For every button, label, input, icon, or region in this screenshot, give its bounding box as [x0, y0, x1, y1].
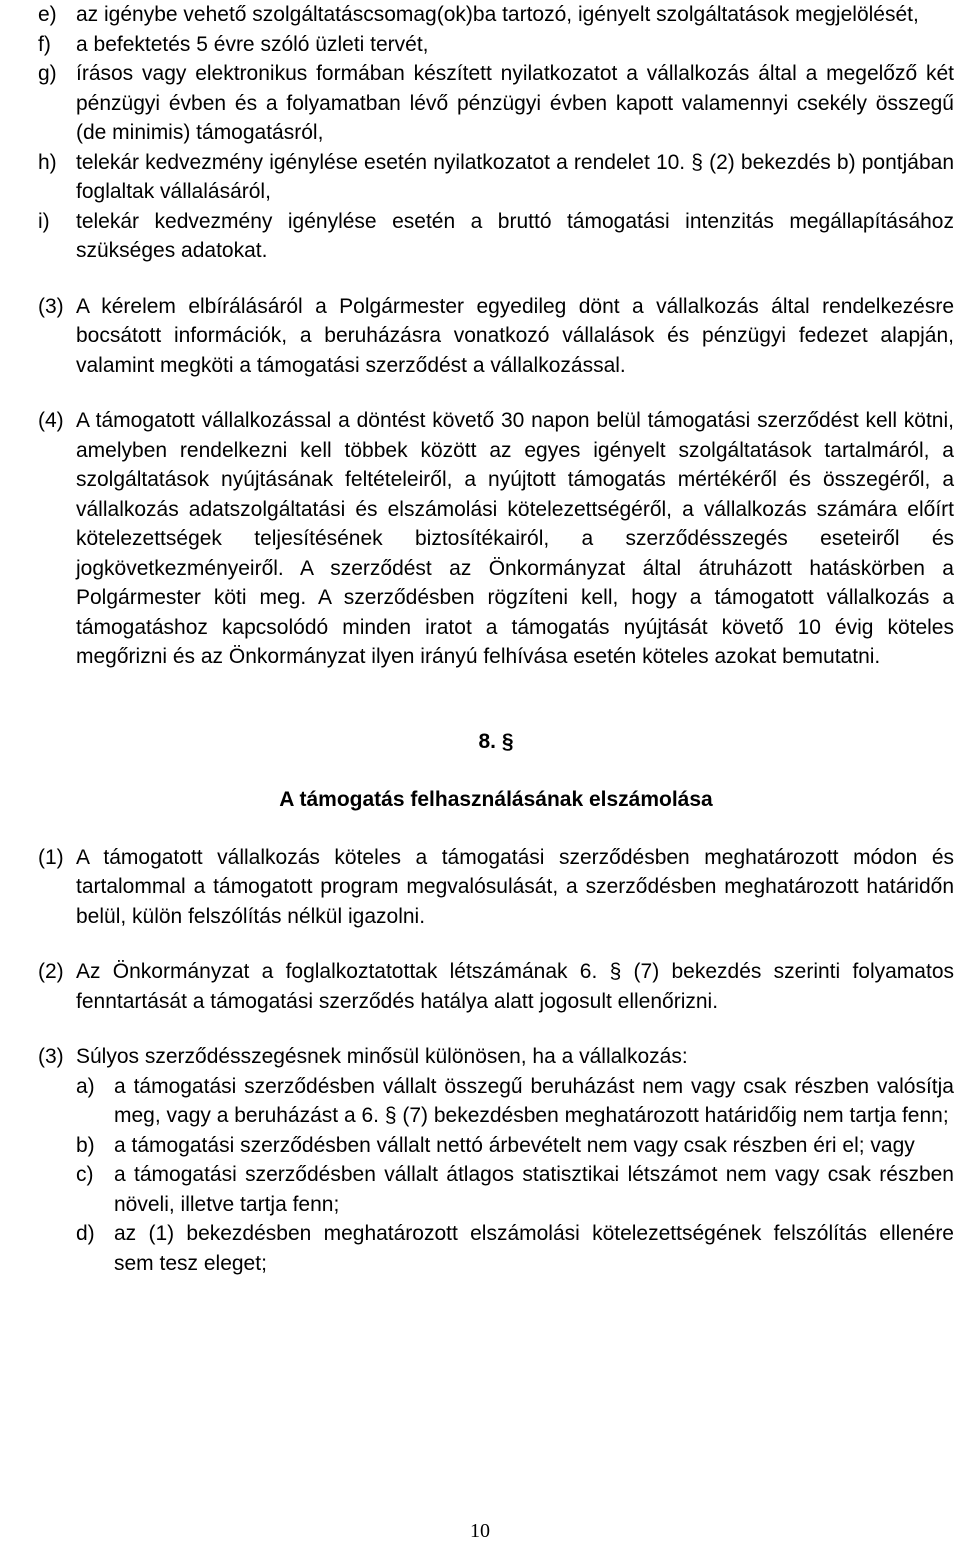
list-item-text: a támogatási szerződésben vállalt átlagos statisztikai létszámot nem vagy csak részben növeli, illetve tartja fenn; [114, 1163, 954, 1216]
list-item [76, 1219, 954, 1278]
list-item-mark: e) [38, 3, 57, 26]
list-item-mark: c) [76, 1163, 94, 1186]
paragraph-text: Súlyos szerződésszegésnek minősül különösen, ha a vállalkozás: [76, 1045, 688, 1068]
paragraph-3 [38, 292, 954, 381]
paragraph-text: A kérelem elbírálásáról a Polgármester egyedileg dönt a vállalkozás által rendelkezésre bocsátott információk, a beruházásra vonatkozó vállalások és pénzügyi fedezet alapján, valamint megköti a támogatási szerződést a vállalkozással. [76, 294, 954, 377]
list-item [38, 30, 954, 60]
paragraph-text: A támogatott vállalkozással a döntést követő 30 napon belül támogatási szerződést kell kötni, amelyben rendelkezni kell többek között az egyes igényelt szolgáltatások tartalmáról, a szolgáltatások nyújtásának feltételeiről, a nyújtott támogatás mértékéről és összegéről, a vállalkozás adatszolgáltatási és elszámolási kötelezettségéről, a vállalkozás számára előírt kötelezettségek teljesítésének biztosítékairól, a szerződésszegés eseteiről és jogkövetkezményeiről. A szerződést az Önkormányzat által átruházott hatáskörben a Polgármester köti meg. A szerződésben rögzíteni kell, hogy a támogatott vállalkozás a támogatáshoz kapcsolódó minden iratot a támogatás nyújtását követő 10 évig köteles megőrizni és az Önkormányzat ilyen irányú felhívása esetén köteles azokat bemutatni. [76, 409, 954, 668]
list-item [38, 148, 954, 207]
list-item [38, 0, 954, 30]
list-item [76, 1131, 954, 1161]
paragraph-number: (3) [38, 294, 64, 318]
document-page [38, 0, 954, 1278]
list-item-text: írásos vagy elektronikus formában készített nyilatkozatot a vállalkozás által a megelőző két pénzügyi évben és a folyamatban lévő pénzügyi évben kapott valamennyi csekély összegű (de minimis) támogatásról, [76, 62, 954, 144]
paragraph-text: Az Önkormányzat a foglalkoztatottak létszámának 6. § (7) bekezdés szerinti folyamatos fenntartását a támogatási szerződés hatálya alatt jogosult ellenőrizni. [76, 960, 954, 1013]
list-item-text: a befektetés 5 évre szóló üzleti tervét, [76, 32, 429, 56]
list-item-text: az (1) bekezdésben meghatározott elszámolási kötelezettségének felszólítás ellenére sem tesz eleget; [114, 1222, 954, 1275]
list-item [76, 1160, 954, 1219]
list-item [38, 207, 954, 266]
list-item-text: a támogatási szerződésben vállalt összegű beruházást nem vagy csak részben valósítja meg, vagy a beruházást a 6. § (7) bekezdésben meghatározott határidőig nem tartja fenn; [114, 1074, 954, 1127]
section8-paragraph-2 [38, 957, 954, 1016]
section8-paragraph-3 [38, 1042, 954, 1072]
list-item-mark: g) [38, 62, 57, 85]
section8-paragraph-3-list [76, 1072, 954, 1279]
list-item-mark: i) [38, 209, 50, 233]
paragraph-4 [38, 406, 954, 672]
section-title: A támogatás felhasználásának elszámolása [279, 787, 713, 811]
list-item-text: telekár kedvezmény igénylése esetén a bruttó támogatási intenzitás megállapításához szükséges adatokat. [76, 209, 954, 262]
list-item-text: az igénybe vehető szolgáltatáscsomag(ok)ba tartozó, igényelt szolgáltatások megjelölését, [76, 3, 919, 26]
section8-paragraph-1 [38, 843, 954, 932]
paragraph-number: (3) [38, 1045, 64, 1068]
top-list [38, 0, 954, 266]
list-item-mark: d) [76, 1222, 95, 1245]
page-number: 10 [470, 1520, 490, 1542]
list-item-mark: f) [38, 32, 51, 56]
list-item-mark: h) [38, 150, 57, 174]
list-item [38, 59, 954, 148]
list-item-text: a támogatási szerződésben vállalt nettó árbevételt nem vagy csak részben éri el; vagy [114, 1133, 915, 1157]
list-item-mark: b) [76, 1133, 95, 1157]
list-item-mark: a) [76, 1074, 95, 1098]
section-number: 8. § [478, 729, 514, 753]
paragraph-number: (1) [38, 845, 64, 869]
paragraph-text: A támogatott vállalkozás köteles a támogatási szerződésben meghatározott módon és tartalommal a támogatott program megvalósulását, a szerződésben meghatározott határidőn belül, külön felszólítás nélkül igazolni. [76, 845, 954, 928]
list-item-text: telekár kedvezmény igénylése esetén nyilatkozatot a rendelet 10. § (2) bekezdés b) pontjában foglaltak vállalásáról, [76, 150, 954, 203]
paragraph-number: (2) [38, 960, 64, 983]
paragraph-number: (4) [38, 409, 64, 432]
list-item [76, 1072, 954, 1131]
